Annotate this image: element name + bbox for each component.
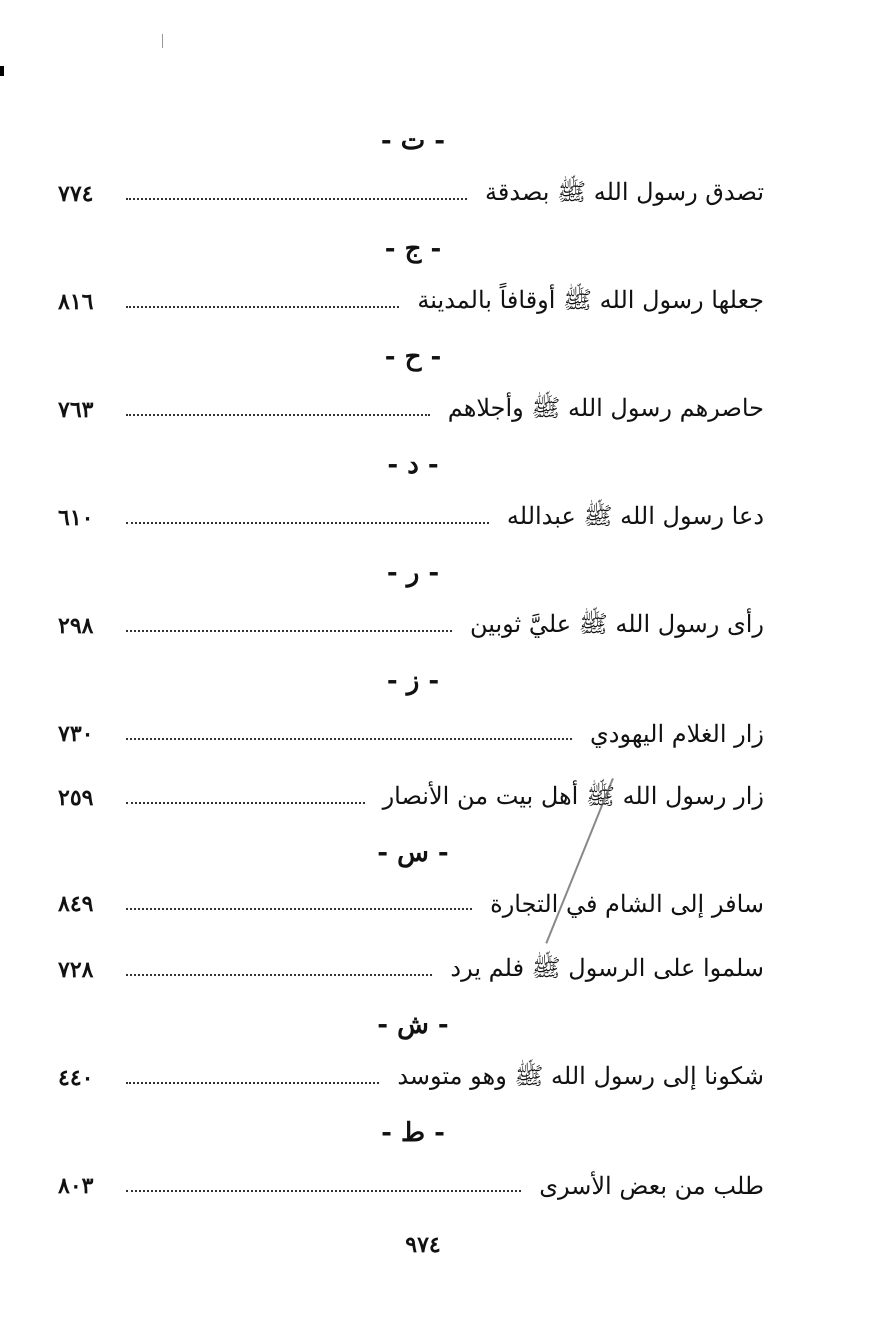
entry-page-number: ٨١٦ <box>58 289 94 315</box>
page-number: ٩٧٤ <box>405 1232 441 1258</box>
entry-page-number: ٤٤٠ <box>58 1065 94 1091</box>
index-entry <box>58 778 764 818</box>
dot-leader <box>126 908 472 910</box>
index-entry <box>58 714 764 754</box>
entry-page-number: ٧٧٤ <box>58 181 94 207</box>
entry-text: سافر إلى الشام في التجارة <box>490 890 764 918</box>
dot-leader <box>126 1190 521 1192</box>
entry-page-number: ٢٩٨ <box>58 613 94 639</box>
entry-text: شكونا إلى رسول الله ﷺ وهو متوسد <box>397 1061 764 1090</box>
section-heading-ra: - ر - <box>386 558 440 588</box>
section-heading-ha: - ح - <box>384 342 442 372</box>
dot-leader <box>126 414 430 416</box>
entry-text: طلب من بعض الأسرى <box>539 1172 764 1200</box>
index-entry <box>58 174 764 214</box>
section-heading-ta: - ت - <box>380 126 446 156</box>
entry-page-number: ٨٠٣ <box>58 1173 94 1199</box>
section-heading-ta-heavy: - ط - <box>381 1118 445 1148</box>
entry-text: حاصرهم رسول الله ﷺ وأجلاهم <box>447 393 764 422</box>
dot-leader <box>126 522 489 524</box>
section-heading-shin: - ش - <box>377 1010 449 1040</box>
entry-page-number: ٧٢٨ <box>58 957 94 983</box>
scan-edge-mark <box>0 66 4 76</box>
entry-page-number: ٧٦٣ <box>58 397 94 423</box>
index-entry <box>58 1058 764 1098</box>
index-entry <box>58 884 764 924</box>
entry-page-number: ٧٣٠ <box>58 721 94 747</box>
index-entry <box>58 390 764 430</box>
dot-leader <box>126 802 365 804</box>
dot-leader <box>126 198 467 200</box>
dot-leader <box>126 630 452 632</box>
section-heading-dal: - د - <box>387 450 439 480</box>
entry-text: رأى رسول الله ﷺ عليَّ ثوبين <box>469 609 764 638</box>
index-entry <box>58 282 764 322</box>
entry-text: تصدق رسول الله ﷺ بصدقة <box>485 177 764 206</box>
entry-page-number: ٢٥٩ <box>58 785 94 811</box>
dot-leader <box>126 306 399 308</box>
index-entry <box>58 498 764 538</box>
entry-text: زار رسول الله ﷺ أهل بيت من الأنصار <box>382 781 764 810</box>
index-entry <box>58 606 764 646</box>
entry-text: دعا رسول الله ﷺ عبدالله <box>506 501 764 530</box>
section-heading-zay: - ز - <box>386 666 440 696</box>
entry-page-number: ٨٤٩ <box>58 891 94 917</box>
section-heading-jim: - ج - <box>384 234 442 264</box>
entry-text: جعلها رسول الله ﷺ أوقافاً بالمدينة <box>417 285 764 314</box>
entry-page-number: ٦١٠ <box>58 505 94 531</box>
section-heading-sin: - س - <box>377 838 449 868</box>
dot-leader <box>126 1082 379 1084</box>
dot-leader <box>126 738 572 740</box>
index-entry <box>58 1166 764 1206</box>
index-entry <box>58 950 764 990</box>
scan-tick-mark <box>162 34 163 48</box>
dot-leader <box>126 974 432 976</box>
entry-text: زار الغلام اليهودي <box>590 720 764 748</box>
entry-text: سلموا على الرسول ﷺ فلم يرد <box>450 953 764 982</box>
